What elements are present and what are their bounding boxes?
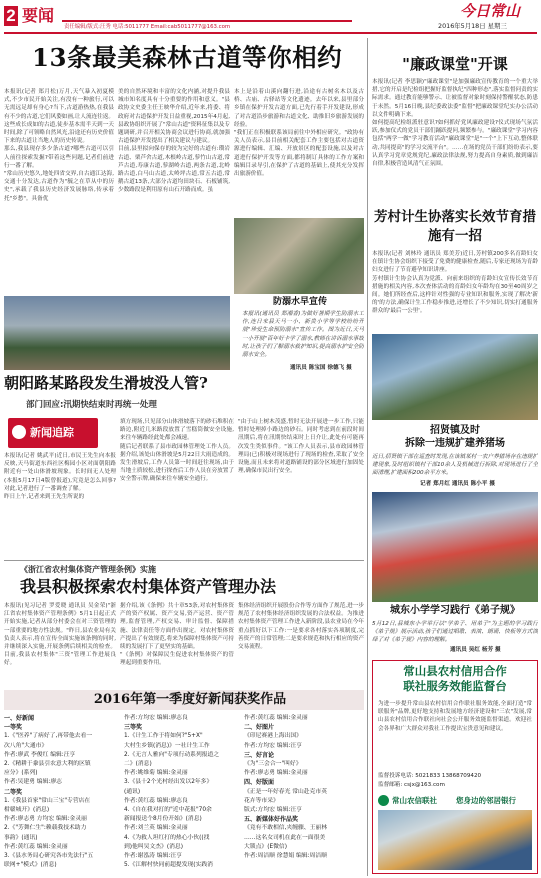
story3-headline: 我县积极探索农村集体资产管理办法 (20, 577, 277, 596)
honors-list-item: 3.《县十2个光村经出发以2年多》 (124, 779, 213, 786)
news-track-badge (8, 418, 98, 448)
honors-list-item: 作者:廖志勇 编辑:金灵丽 (244, 770, 308, 777)
forest-road-photo (4, 296, 230, 370)
demolish-credit: 记者 郑月红 通讯员 陈小平 摄 (420, 481, 495, 487)
credit-union-phone-row (378, 772, 532, 780)
masthead (0, 0, 541, 34)
lead-col-2: 美的自然环境和丰富的文化内涵,对提升我县城市知名度具有十分重要的作用和意义。"县政协文史委主任王映华介绍,近年来,将委、将政府对古道保护开发日益重视,2015年4月起,县政协组织开展了"常山古道"资料征集以及专题调研,并召开相关协商会议进行协商,就加强古道保护开发提出了相关建议与建议。 目前,县里拟向保存的较为完好的古道有:瓒岩古道、栗芦舍古道,木根岭古道,蓼竹山古道,常芦古道,寿康古道,蓼湖岭古道,两条古道,北岭路古道,白马山古道,太岭坪古道,常五古道,常鹅古道13条,大部分古道均田块石、石板铺筑,少数路段是利用原有山石开路而成。虽 (118, 89, 230, 194)
honors-list-item: 作者:黄红蕊 编辑:金灵丽 (244, 715, 308, 721)
honors-list-item: 2.《精耕于豢县引农意大利的区镇 (4, 761, 91, 768)
honors-list-item: 作者:方均宏 编辑:廖志良 (124, 715, 188, 721)
demolish-headline-1: 招贤镇及时 (430, 425, 480, 436)
honors-list-item: ……这名女司机在此在一面很美 (244, 834, 326, 841)
honors-list-item: 柑赣城开》(消息) (4, 807, 50, 814)
honors-list-item: 作者:谢泓涛 编辑:汪亨 (124, 853, 182, 860)
honors-list-item: 新闻报送个8月份开始》(消息) (124, 816, 202, 823)
honors-list-item: 3.《县水务局心研究各市先法行"五 (4, 853, 94, 860)
honors-list-item: 作者:刘兰英 编辑:金灵丽 (124, 825, 188, 832)
story3-col-3: 集体经济组织开展股份合作等方面作了规范,进一步规范了农村集体经济组织发展的合法权益。为推进农村集体资产管理工作进入新阶段,县农业局在今年重点抓好以下工作:一是要求各村落实各项制度,完善资产的日常管理;二是要求规范和执行相应的资产交易流程。 (238, 603, 364, 651)
landslide-headline: 朝阳路某路段发生滑坡没人管? (4, 374, 208, 392)
story3-rule (4, 560, 364, 561)
phone-label: 监督投诉电话: (378, 773, 414, 779)
drama-credit: 通讯员 吴红 杨芳 摄 (450, 647, 501, 653)
pig-farm-photo (372, 334, 538, 420)
landslide-col-1: 本报讯(记者 姚武平)近日,市民王先生向本报反映,天马街道东西社区梅园小区对面朝阳路附近有一处山体滑坡现象。长时间无人处理(本报5月17日4版曾报道),究竟是怎么回事?对此,记者进行了一番调查了解。 昨日上午,记者来到王先生所说的 (4, 453, 116, 501)
honors-list-item: 1.《我县首家"常山三宝"专营店在 (4, 797, 91, 804)
honors-list-item: 1.《计生工作于将如何?"5+X" (124, 733, 203, 740)
honors-list-item: 作者:吴建勇 编辑:廖志 (4, 779, 62, 786)
credit-union-email-row (378, 781, 532, 789)
drowning-kicker: 本报讯(通讯员 郑湘香)为做好暑期学生防溺水工作,连日来县天马一小、新贵小学等学校纷纷开展"珍爱生命预防溺水"宣传工作。图为近日,天马一小开展"百年好卡学了溺水,教师在讲诉溺水事故时,让孩子们了解溺水救护知识,提高溺水护安全防溺水安全。 (242, 311, 364, 359)
honors-section-heading: 四、好版面 (244, 779, 275, 787)
honors-list-item: 大锁点》(E微信) (244, 843, 287, 850)
herbs-headline: 芳村计生协落实长效节育措施有一招 (374, 209, 536, 244)
masthead-rule (62, 20, 352, 22)
drama-headline: 城东小学学习践行《弟子规》 (390, 605, 520, 616)
landslide-col-2: 填方现场,只见部分山体滑坡落下的砂石堆积在路边,附近几米路段放置了雪糕筒做安全设施,来往车辆路经此处都会减速。 随后记者联系了县市政园林管理处工作人员。据介绍,该处山体滑坡是5月22日大雨造成的。发生滑坡后,工作人员第一时间赶往现场,由于当地土质较松,进行探查后工作人员在旁放置了安全警示牌,确保来往车辆安全通行。 (120, 419, 234, 483)
classroom-headline: "廉政课堂"开课 (402, 55, 508, 73)
honors-list-item: 作者:廖志勇 方均宏 编辑:金灵丽 (4, 816, 87, 823)
children-performance-photo (372, 492, 538, 602)
honors-list-item: 事韵》(通讯) (4, 834, 38, 841)
bank-logo-icon (378, 795, 389, 806)
honors-section-heading: 三、好言论 (244, 751, 275, 759)
honors-section-heading: 一等奖 (4, 724, 23, 732)
drowning-caption: 防溺水早宣传 (272, 297, 327, 307)
lead-col-1: 本报讯(记者 郑月松)万月,天气暴入初夏模式,不少市民开始关注,有没有一种旅行,可以无需远足却有身心?当下,古道游热热,在我县有不少的古道,它们风姿如画,让人流连往返。这些成长成如的古道,徒步基本需半天到一天时间,除了可领略自然风光,沿途还有历史价值下来的古道让当地人的历史传说。 那么,我县现存多少条古道?哪些古道可以引人前往探索发掘?带着这些问题,记者们前进行一番了解。 "常山历史悠久,地处四省交界,自古通江达海,交通十分发达,古道作为"毓之在草从中的历史",承载了我县历史经济发展脉络,传承着托"乡愁"。具备优 (4, 89, 114, 202)
honors-list-item: 1.《"医养"了病好了,再带他去看一 (4, 733, 93, 740)
honors-list-item: 作者:廖武 李俊红 编辑:汪亨 (4, 751, 76, 758)
honors-list-item: 联网+"模式》(消息) (4, 862, 57, 869)
credit-union-headline-1: 常山县农村信用合作 (403, 664, 507, 678)
drowning-credit: 通讯员 陈宝国 徐德飞 摄 (290, 365, 352, 371)
honors-list-item: 作者:黄红蕊 编辑:廖志良 (124, 797, 188, 804)
honors-list-item: 作者:姚维菊 编辑:金灵丽 (124, 770, 188, 777)
lead-headline: 13条最美森林古道等你相约 (32, 43, 343, 72)
honors-list-item: 花卉等市采》 (244, 797, 279, 804)
story3-col-1: 本报讯(见习记者 罗爱晓 通讯员 吴金荣)"浙江省农村集体资产管理条例》5月1日起正式开始实施,记者从部分村委会在对三资管理的一部重要的地方性法规。"昨日,县农业局有关负责人表示,将在宣传全面实施该条例的同时,并继续深入实施,开展条例后续相关的检查。目前,我县农村集体"三资"管理工作进展良好。 (4, 603, 116, 667)
honors-col-2 (124, 714, 242, 876)
demolish-headline-2: 拆除一违规扩建养猪场 (405, 438, 505, 449)
story3-topline: 《浙江省农村集体资产管理条例》实施 (20, 565, 156, 574)
honors-col-3 (244, 714, 364, 876)
badge-decoration (12, 425, 26, 439)
honors-section-heading: 一、好新闻 (4, 715, 35, 722)
drama-text: 5月12日,县城东小学举行以"学弟子、用弟子"为主题的学习践行《弟子规》展示活动,孩子们通过唱歌、表演、朗诵、快板等方式演绎了对《弟子规》内容的理解。 (372, 621, 538, 644)
honors-list-item: 作者:周洁顺 徐慧娟 编辑:周洁顺 (244, 853, 327, 860)
honors-section-heading: 二、好图片 (244, 724, 275, 732)
honors-list-item: 《为"三会合一"叫好》 (244, 761, 302, 768)
honors-list-item: 4.《自在我对打的"近中花报"70余 (124, 807, 212, 814)
honors-section-heading: 三等奖 (124, 724, 143, 732)
honors-list-item: 4.《为救人坦红打的热心小伙((找 (124, 834, 210, 841)
bank-name: 常山农信联社 (392, 796, 437, 805)
honors-list-item: 二》(消息) (124, 761, 152, 768)
landslide-col-3: "由于山上树木茂盛,暂时无法开展进一步工作,只能暂时处理掉小路边的砂石。同时考虑到在前段时间汛期后,将在汛期快结束时上日介让,此处有可能再次发生类似事件。"该工作人员表示,县市政园林管理局(已)积极对现场进行了现场的检查,采取了安全设施,而且未来将对道路铺设的部分区域进行加固处理,确保市民出行安全。 (238, 419, 364, 475)
email-address: csjx@163.com (404, 782, 445, 788)
honors-list-item: 5.《江解村快同前超提发现(实践消 (124, 862, 213, 869)
paper-logo: 今日常山 (460, 2, 521, 20)
honors-section-heading: 二等奖 (4, 788, 23, 796)
honors-list-item: 2.《无言人雅向"专项行动系列报道之 (124, 751, 220, 758)
honors-list-item: 《竟有不敢相信,夹缠骤、王丽林 (244, 825, 327, 832)
story3-col-2: 据介绍,该《条例》共十章53条,对农村集体资产的资产权属、资产交易,资产运营、资产管理,监督管理,产权交易、审计监督、保障措施、法律责任等方面作出规定。对农村集体资产提出了有效规范,将来为保障村集体资产可持续的发展打下了更坚实的基础。 "《条例》对保障民生促进农村集体资产的管理起到重要作用。 (120, 603, 234, 667)
honors-list-item: 大村生乡镇(消息)》一社计生工作 (124, 742, 210, 749)
honors-section-heading: 五、新媒体好作品奖 (244, 816, 299, 824)
honors-col-1 (4, 714, 122, 876)
honors-headline: 2016年第一季度好新闻获奖作品 (93, 692, 287, 707)
honors-list-item: 《印尼赛港上海出国》 (244, 733, 302, 740)
honors-list-item: 次八角"大通市》 (4, 742, 48, 749)
honors-list-item: 版式:方均宏 编辑:汪亨 (244, 807, 302, 814)
honors-list-item: 应分》(系列) (4, 770, 38, 777)
page-number: 2 (4, 6, 18, 26)
drowning-photo (234, 218, 364, 294)
bank-photo (378, 810, 532, 870)
lead-col-3: 本上是沿着山溪向翻行进,沿途有古树名木以及古桥、古庙、古驿站等文化遗迹。去年以来,县里部分乡镇在保护开发古道方面,已先行着手开发建设,形成了对古道沿步旅游和古道文化、助推旧乡旅游发展的经验。 "我们正在积极联系该局前往中外相应研究。"政协有关人员表示,县目前相关配套工作主要包括对古道资源进行编辑、汇编、开放景区的配套设施,以及对古道进行保护开发等方面,都将制订具体的工作方案和编辑目录导引,在保护了古道的基础上,使其充分发挥出旅游价值。 (234, 89, 364, 178)
honors-list-item: 到)他叫吴文杰》(消息) (124, 843, 183, 850)
herbs-text: 本报讯(记者 刘林玲 通讯员 郑美芳)近日,芳村镇200多名育龄妇女在镇计生协会组织下接受了免费的健康检查,随后,专家还现场为育龄妇女进行了节育避孕知识讲座。 芳村镇计生协会认真为党派、向前来组织的育龄妇女宣传长效节育措施的相关内容,本次查体活动的育龄妇女年龄均在30至40周岁之间。她们所经查后,这样针对性强的专业知识和服务,实现了解决'新的'的方法,确保计生工作稳步推进,还增长了不少知识,切实打通服务群众的'最后一公里'。 (372, 251, 538, 315)
honors-list-item: 《正是一年好春光 常山赴克市英 (244, 788, 327, 795)
badge-label: 新闻追踪 (30, 426, 74, 439)
credit-union-text: 为进一步提升常山县农村信用合作联社服务效能,全面打造"常联服务"品牌,更好地支持和发展地方经济建设和"三农"发展,常山县农村信用合作联社向社会公开服务效能监督渠道。欢迎社会各界和广大群众对我社工作提出宝贵意见和建议。 (378, 701, 532, 732)
credit-union-headline-2: 联社服务效能监督台 (403, 679, 507, 693)
honors-list-item: (通讯) (124, 788, 141, 795)
honors-list-item: 2.《"芳舞仁生":赖载我技术助力 (4, 825, 87, 832)
bank-logo-row (378, 794, 532, 808)
landslide-deck: 部门回应:汛期快结束时再统一处理 (26, 400, 157, 410)
staff-line: 责任编辑/版式:汪秀 电话:5011777 Email:cab5011777@163.com (64, 24, 231, 30)
issue-date: 2016年5月18日 星期三 (438, 22, 507, 30)
honors-list-item: 作者:方均宏 编辑:汪亨 (244, 742, 302, 749)
honors-list-item: 作者:黄红蕊 编辑:金灵丽 (4, 843, 68, 850)
section-name: 要闻 (22, 6, 55, 25)
bank-slogan: 您身边的邻居银行 (456, 796, 516, 805)
demolish-text: 近日,招贤镇干部在巡查时发现,在该镇某村一农户养猪场存在违规扩建现象,及时组织镇村干部10余人及机械进行拆除,对现场进行了全面清理,扩建面积200余平方米。 (372, 454, 538, 477)
classroom-text: 本报讯(记者 李思颖)"廉政课堂"是加强廉政宣传教育的一个重大举措,它的开启是纪检组把握好监督执纪"四种形态",落实监督问责的实际需求。通过教育能够警示、让被监督对象时刻保持警醒状态,防患于未然。5月16日晚,县纪委政法委"监督"把廉政课堂纪实办公活动以文件明确下来。 如何提高纪检组派驻意识?如何抓好党风廉政建设?仪式现场气氛活跃,参加仪式的党员干部们踊跃提问,频繁参与。"廉政课堂"学习内容包括"两学一做"学习教育活动"廉政课堂"是"一个"上下互动,整体联动,共同提高"的学习交流平台"。……在场的党员干部们纷纷表示,要认真学习党章党规党纪,廉政法律法规,努力提高自身素质,做到廉洁自律,积极营造风清气正氛围。 (372, 79, 538, 168)
right-column-divider (367, 38, 368, 876)
email-label: 监督邮箱: (378, 782, 403, 788)
phone-number: 5021833 13868709420 (415, 773, 482, 779)
masthead-bottom-rule (4, 32, 537, 34)
